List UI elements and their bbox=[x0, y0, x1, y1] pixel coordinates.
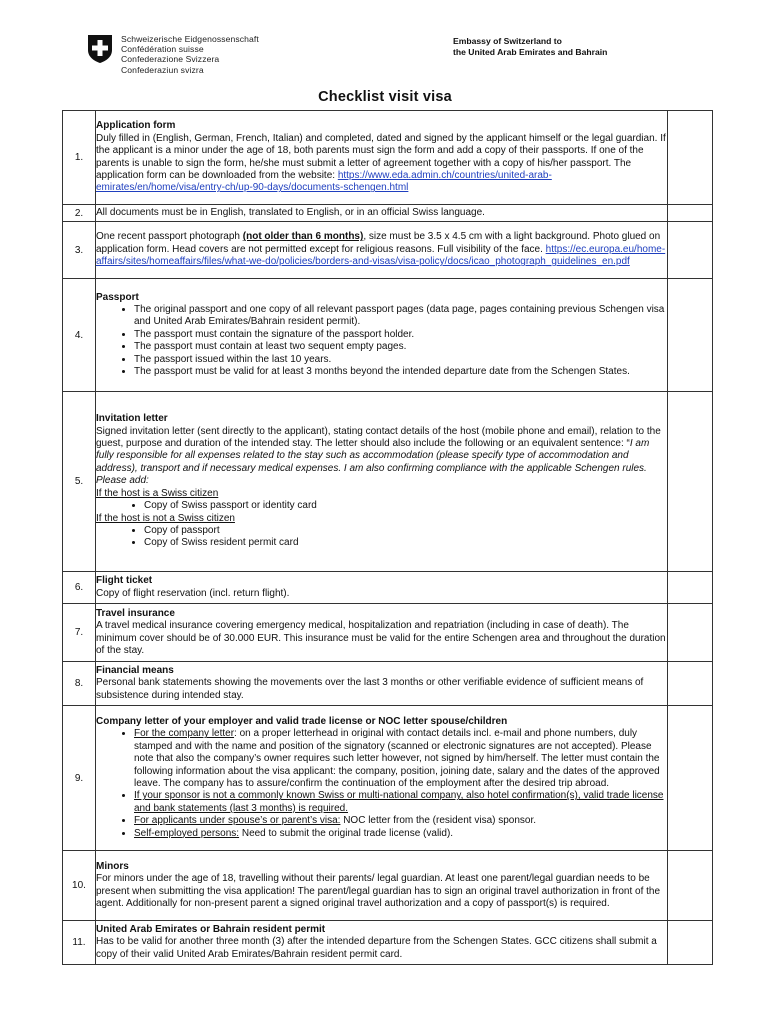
row-number: 11. bbox=[63, 921, 96, 965]
row-text-italic: I am fully responsible for all expenses related to the stay such as accommodation (please specify type of accommodation and address), transport and if necessary medical expenses. I am also confirming compliance with the applicable Schengen rules. Please add: bbox=[96, 438, 650, 487]
row-description bbox=[96, 279, 668, 392]
row-number: 4. bbox=[63, 279, 96, 392]
checkbox-cell[interactable] bbox=[668, 222, 713, 279]
logo-text bbox=[121, 34, 259, 75]
row-subheading: If the host is not a Swiss citizen bbox=[96, 512, 235, 524]
table-row bbox=[63, 111, 713, 205]
row-number: 1. bbox=[63, 111, 96, 205]
row-heading: Passport bbox=[96, 291, 139, 303]
list-item-lead: If your sponsor is not a commonly known Swiss or multi-national company, also hotel confirmation(s), valid trade license and bank statements (last 3 months) is required. bbox=[134, 790, 664, 814]
table-row bbox=[63, 851, 713, 921]
row-text: , size must be 3.5 x 4.5 cm with a light background. Photo glued on application form. Head covers are not permitted except for religious reasons. Full visibility of the face. bbox=[96, 231, 661, 255]
row-heading: Travel insurance bbox=[96, 607, 175, 619]
bullet-list bbox=[96, 525, 667, 550]
checkbox-cell[interactable] bbox=[668, 604, 713, 662]
swiss-confederation-logo bbox=[86, 34, 286, 80]
list-item-lead: For applicants under spouse’s or parent’s visa: bbox=[134, 815, 341, 827]
table-row bbox=[63, 921, 713, 965]
table-row bbox=[63, 279, 713, 392]
list-item: • Copy of passport bbox=[144, 525, 667, 537]
list-item: • Copy of Swiss passport or identity card bbox=[144, 500, 667, 512]
list-item bbox=[134, 790, 667, 815]
row-heading: Financial means bbox=[96, 664, 174, 676]
row-heading: United Arab Emirates or Bahrain resident permit bbox=[96, 923, 326, 935]
logo-line-it: Confederazione Svizzera bbox=[121, 54, 220, 65]
embassy-line-2: the United Arab Emirates and Bahrain bbox=[453, 47, 608, 57]
checkbox-cell[interactable] bbox=[668, 706, 713, 851]
embassy-line-1: Embassy of Switzerland to bbox=[453, 36, 562, 46]
checkbox-cell[interactable] bbox=[668, 392, 713, 572]
bullet-list bbox=[96, 500, 667, 512]
row-text: Signed invitation letter (sent directly to the applicant), stating contact details of the host (mobile phone and email), relation to the guest, purpose and duration of the intended stay. The letter should also include the following or an equivalent sentence: “ bbox=[96, 425, 661, 450]
list-item bbox=[134, 728, 667, 790]
table-row bbox=[63, 706, 713, 851]
row-description bbox=[96, 662, 668, 706]
row-number: 8. bbox=[63, 662, 96, 706]
row-subheading: If the host is a Swiss citizen bbox=[96, 487, 219, 499]
row-description bbox=[96, 572, 668, 604]
table-row bbox=[63, 662, 713, 706]
checkbox-cell[interactable] bbox=[668, 111, 713, 205]
table-row bbox=[63, 572, 713, 604]
checklist-table bbox=[62, 110, 713, 965]
page-title: Checklist visit visa bbox=[318, 89, 452, 105]
row-text: Duly filled in (English, German, French, Italian) and completed, dated and signed by the applicant himself or the legal guardian. If the applicant is a minor under the age of 18, both parents must sign the form and add a copy of their passports. If one of the parents is unable to sign the form, he/she must submit a letter of agreement together with a copy of his/her passport. The application form can be downloaded from the website: bbox=[96, 132, 666, 181]
row-description bbox=[96, 205, 668, 222]
row-number: 3. bbox=[63, 222, 96, 279]
checkbox-cell[interactable] bbox=[668, 572, 713, 604]
row-text: One recent passport photograph bbox=[96, 231, 243, 243]
list-item-text: NOC letter from the (resident visa) sponsor. bbox=[340, 815, 537, 827]
list-item: • The passport issued within the last 10 years. bbox=[134, 354, 667, 366]
row-text: A travel medical insurance covering emergency medical, hospitalization and repatriation (including in case of death). The minimum cover should be of 30.000 EUR. This insurance must be valid for the entire Schengen area and throughout the duration of the stay. bbox=[96, 620, 666, 656]
checkbox-cell[interactable] bbox=[668, 921, 713, 965]
table-row bbox=[63, 222, 713, 279]
row-text: Personal bank statements showing the movements over the last 3 months or other verifiable evidence of sufficient means of subsistence during intended stay. bbox=[96, 677, 644, 701]
row-description bbox=[96, 392, 668, 572]
row-number: 9. bbox=[63, 706, 96, 851]
list-item-text: Need to submit the original trade license (valid). bbox=[239, 827, 454, 839]
table-row bbox=[63, 604, 713, 662]
list-item bbox=[134, 828, 667, 840]
list-item: • The passport must contain at least two sequent empty pages. bbox=[134, 341, 667, 353]
row-number: 2. bbox=[63, 205, 96, 222]
list-item: • The passport must be valid for at least 3 months beyond the intended departure date from the Schengen States. bbox=[134, 366, 667, 378]
row-text-emphasis: (not older than 6 months) bbox=[242, 231, 364, 243]
list-item-lead: Self-employed persons: bbox=[134, 827, 240, 839]
row-description bbox=[96, 604, 668, 662]
checkbox-cell[interactable] bbox=[668, 205, 713, 222]
row-description bbox=[96, 706, 668, 851]
list-item: • The original passport and one copy of all relevant passport pages (data page, pages containing previous Schengen visa and United Arab Emirates/Bahrain resident permit). bbox=[134, 304, 667, 329]
row-heading: Application form bbox=[96, 120, 176, 132]
table-row bbox=[63, 205, 713, 222]
row-heading: Company letter of your employer and valid trade license or NOC letter spouse/children bbox=[96, 715, 508, 727]
row-heading: Invitation letter bbox=[96, 413, 168, 425]
row-heading: Flight ticket bbox=[96, 575, 153, 587]
checkbox-cell[interactable] bbox=[668, 662, 713, 706]
row-text: Copy of flight reservation (incl. return flight). bbox=[96, 587, 290, 599]
list-item-lead: For the company letter bbox=[134, 728, 235, 740]
bullet-list bbox=[96, 304, 667, 378]
table-row bbox=[63, 392, 713, 572]
row-description bbox=[96, 921, 668, 965]
row-text: All documents must be in English, translated to English, or in an official Swiss language. bbox=[96, 206, 485, 218]
row-description bbox=[96, 111, 668, 205]
eda-documents-link[interactable]: https://www.eda.admin.ch/countries/united-arab-emirates/en/home/visa/entry-ch/up-90-days/documents-schengen.html bbox=[96, 169, 552, 194]
row-number: 10. bbox=[63, 851, 96, 921]
row-text: Has to be valid for another three month (3) after the intended departure from the Schengen States. GCC citizens shall submit a copy of their valid United Arab Emirates/Bahrain resident permit card. bbox=[96, 936, 657, 960]
icao-photo-guidelines-link[interactable]: https://ec.europa.eu/home-affairs/sites/homeaffairs/files/what-we-do/policies/borders-and-visas/visa-policy/docs/icao_photograph_guidelines_en.pdf bbox=[96, 243, 666, 268]
row-number: 6. bbox=[63, 572, 96, 604]
logo-line-fr: Confédération suisse bbox=[121, 44, 204, 55]
row-description bbox=[96, 851, 668, 921]
row-description bbox=[96, 222, 668, 279]
row-number: 5. bbox=[63, 392, 96, 572]
row-heading: Minors bbox=[96, 860, 129, 872]
row-number: 7. bbox=[63, 604, 96, 662]
logo-line-rm: Confederaziun svizra bbox=[121, 64, 204, 75]
bullet-list bbox=[96, 728, 667, 840]
list-item: • Copy of Swiss resident permit card bbox=[144, 537, 667, 549]
swiss-cross-shield-icon bbox=[86, 34, 114, 64]
checkbox-cell[interactable] bbox=[668, 279, 713, 392]
checkbox-cell[interactable] bbox=[668, 851, 713, 921]
list-item-text: : on a proper letterhead in original with contact details incl. e-mail and phone numbers, duly stamped and with the name and position of the signatory (scanned or electronic signatures are not accepted). Please note that also the company’s owner requires such letter however, not signed by him/herself. The letter must contain the following information about the visa applicant: the company, position, joining date, salary and the dates of the approved leave. The company has to assure/confirm the continuation of the employment after the desired trip abroad. bbox=[134, 728, 660, 789]
list-item: • The passport must contain the signature of the passport holder. bbox=[134, 329, 667, 341]
embassy-header bbox=[453, 36, 607, 58]
list-item bbox=[134, 815, 667, 827]
logo-line-de: Schweizerische Eidgenossenschaft bbox=[121, 34, 259, 44]
row-text: For minors under the age of 18, travelling without their parents/ legal guardian. At least one parent/legal guardian needs to be present when submitting the visa application! The parent/legal guardian has to sign an original travel authorization in front of the agent. Additionally for non-present parent a signed original travel authorization and a copy of passport(s) is required. bbox=[96, 873, 661, 909]
